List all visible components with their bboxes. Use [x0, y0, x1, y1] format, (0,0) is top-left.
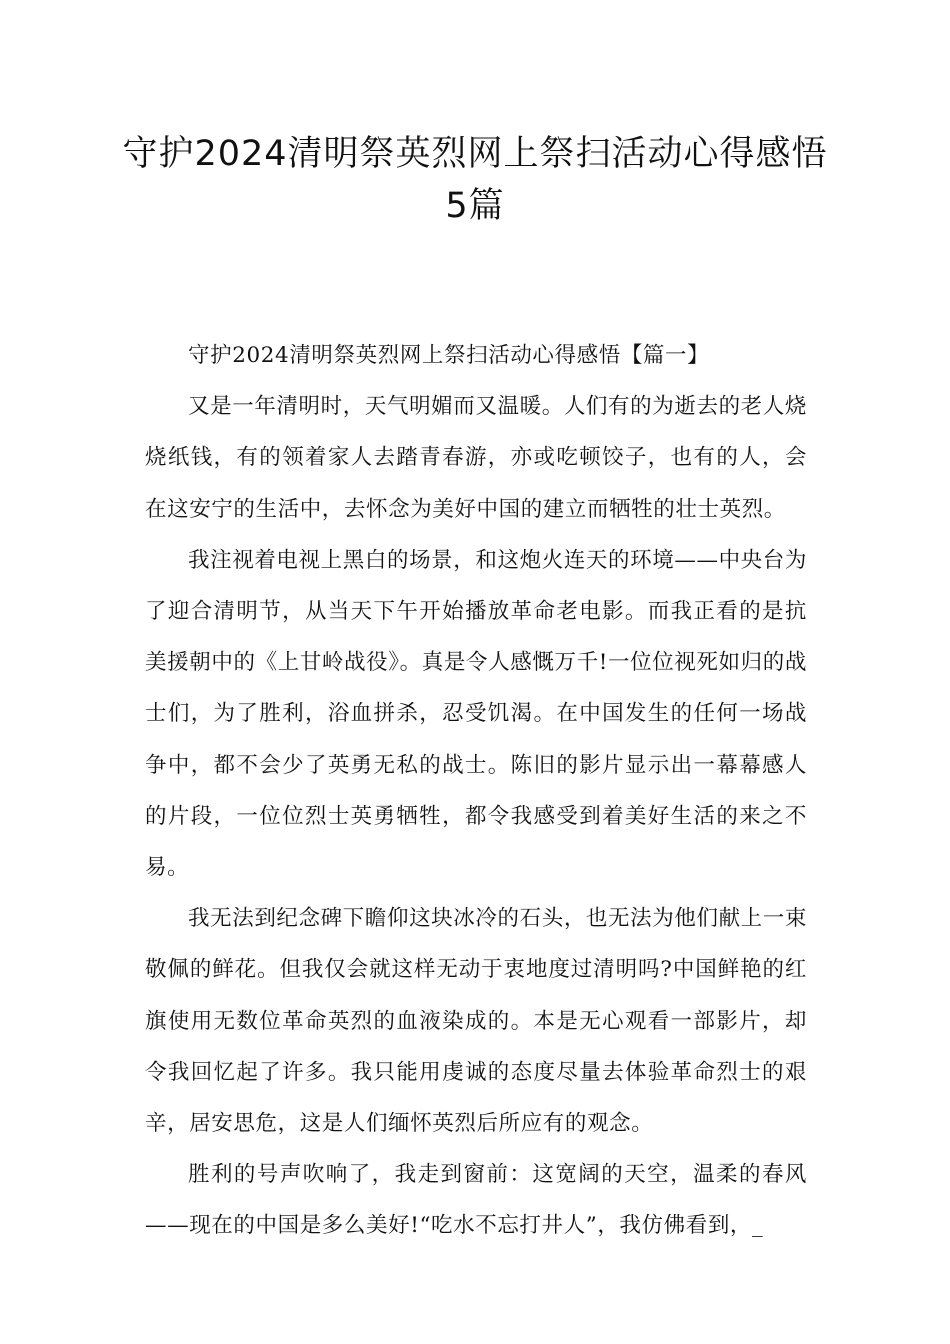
document-title: 守护2024清明祭英烈网上祭扫活动心得感悟5篇: [122, 134, 828, 226]
paragraph-4: 胜利的号声吹响了，我走到窗前：这宽阔的天空，温柔的春风——现在的中国是多么美好!“吃水不忘打井人”，我仿佛看到，_: [145, 1162, 807, 1239]
paragraph-2: 我注视着电视上黑白的场景，和这炮火连天的环境——中央台为了迎合清明节，从当天下午开始播放革命老电影。而我正看的是抗美援朝中的《上甘岭战役》。真是令人感慨万千!一位位视死如归的战士们，为了胜利，浴血拼杀，忍受饥渴。在中国发生的任何一场战争中，都不会少了英勇无私的战士。陈旧的影片显示出一幕幕感人的片段，一位位烈士英勇牺牲，都令我感受到着美好生活的来之不易。: [145, 547, 807, 881]
section-heading: 守护2024清明祭英烈网上祭扫活动心得感悟【篇一】: [188, 343, 710, 368]
document-body: [145, 330, 807, 1252]
paragraph-3: 我无法到纪念碑下瞻仰这块冰冷的石头，也无法为他们献上一束敬佩的鲜花。但我仅会就这样无动于衷地度过清明吗?中国鲜艳的红旗使用无数位革命英烈的血液染成的。本是无心观看一部影片，却令我回忆起了许多。我只能用虔诚的态度尽量去体验革命烈士的艰辛，居安思危，这是人们缅怀英烈后所应有的观念。: [145, 906, 807, 1137]
paragraph-1: 又是一年清明时，天气明媚而又温暖。人们有的为逝去的老人烧烧纸钱，有的领着家人去踏青春游，亦或吃顿饺子，也有的人，会在这安宁的生活中，去怀念为美好中国的建立而牺牲的壮士英烈。: [145, 394, 807, 522]
